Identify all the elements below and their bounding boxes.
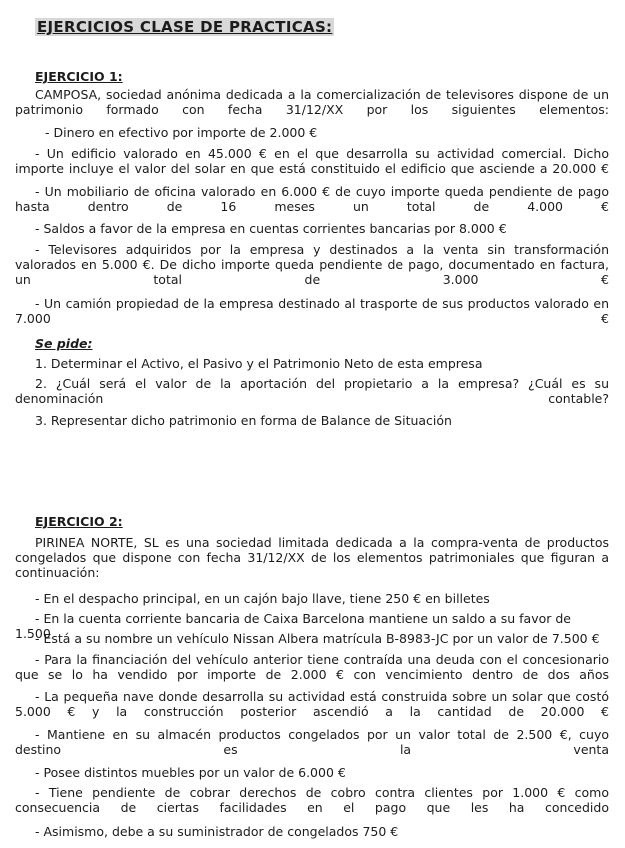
exercise-1-item: - Saldos a favor de la empresa en cuentas corrientes bancarias por 8.000 € <box>35 221 507 236</box>
exercise-2-item: - En el despacho principal, en un cajón bajo llave, tiene 250 € en billetes <box>35 591 490 606</box>
exercise-1-question: 3. Representar dicho patrimonio en forma de Balance de Situación <box>35 413 452 428</box>
exercise-1-item: - Dinero en efectivo por importe de 2.000 € <box>45 125 318 140</box>
se-pide-label: Se pide: <box>35 336 93 351</box>
exercise-1-intro: CAMPOSA, sociedad anónima dedicada a la comercialización de televisores dispone de un patrimonio formado con fecha 31/12/XX por los siguientes elementos: <box>15 87 609 117</box>
exercise-2-item: - Para la financiación del vehículo anterior tiene contraída una deuda con el concesionario que se lo ha vendido por importe de 2.000 € con vencimiento dentro de dos años <box>15 652 609 682</box>
exercise-2-item: - Mantiene en su almacén productos congelados por un valor total de 2.500 €, cuyo destino es la venta <box>15 727 609 757</box>
exercise-1-question: 1. Determinar el Activo, el Pasivo y el Patrimonio Neto de esta empresa <box>35 356 483 371</box>
exercise-2-item: - En la cuenta corriente bancaria de Caixa Barcelona mantiene un saldo a su favor de 1.500 <box>15 611 571 641</box>
exercise-2-item: - Posee distintos muebles por un valor de 6.000 € <box>35 765 346 780</box>
page-title: EJERCICIOS CLASE DE PRACTICAS: <box>37 18 333 36</box>
exercise-1-heading: EJERCICIO 1: <box>35 69 123 84</box>
exercise-1-item: - Un edificio valorado en 45.000 € en el que desarrolla su actividad comercial. Dicho importe incluye el valor del solar en que está constituido el edificio que asciende a 20.000 € <box>15 146 609 176</box>
exercise-2-intro: PIRINEA NORTE, SL es una sociedad limitada dedicada a la compra-venta de productos congelados que dispone con fecha 31/12/XX de los elementos patrimoniales que figuran a continuación: <box>15 535 609 580</box>
exercise-2-heading: EJERCICIO 2: <box>35 514 123 529</box>
exercise-1-question: 2. ¿Cuál será el valor de la aportación del propietario a la empresa? ¿Cuál es su denominación contable? <box>15 376 609 406</box>
exercise-1-item: - Televisores adquiridos por la empresa y destinados a la venta sin transformación valorados en 5.000 €. De dicho importe queda pendiente de pago, documentado en factura, un total de 3.000 € <box>15 242 609 287</box>
exercise-2-item: - Está a su nombre un vehículo Nissan Albera matrícula B-8983-JC por un valor de 7.500 € <box>35 631 600 646</box>
exercise-1-item: - Un camión propiedad de la empresa destinado al trasporte de sus productos valorado en 7.000 € <box>15 296 609 326</box>
exercise-2-item: - Asimismo, debe a su suministrador de congelados 750 € <box>35 824 399 839</box>
exercise-2-item: - Tiene pendiente de cobrar derechos de cobro contra clientes por 1.000 € como consecuencia de ciertas facilidades en el pago que les ha concedido <box>15 785 609 815</box>
exercise-2-item: - La pequeña nave donde desarrolla su actividad está construida sobre un solar que costó 5.000 € y la construcción posterior ascendió a la cantidad de 20.000 € <box>15 689 609 719</box>
exercise-1-item: - Un mobiliario de oficina valorado en 6.000 € de cuyo importe queda pendiente de pago hasta dentro de 16 meses un total de 4.000 € <box>15 184 609 214</box>
